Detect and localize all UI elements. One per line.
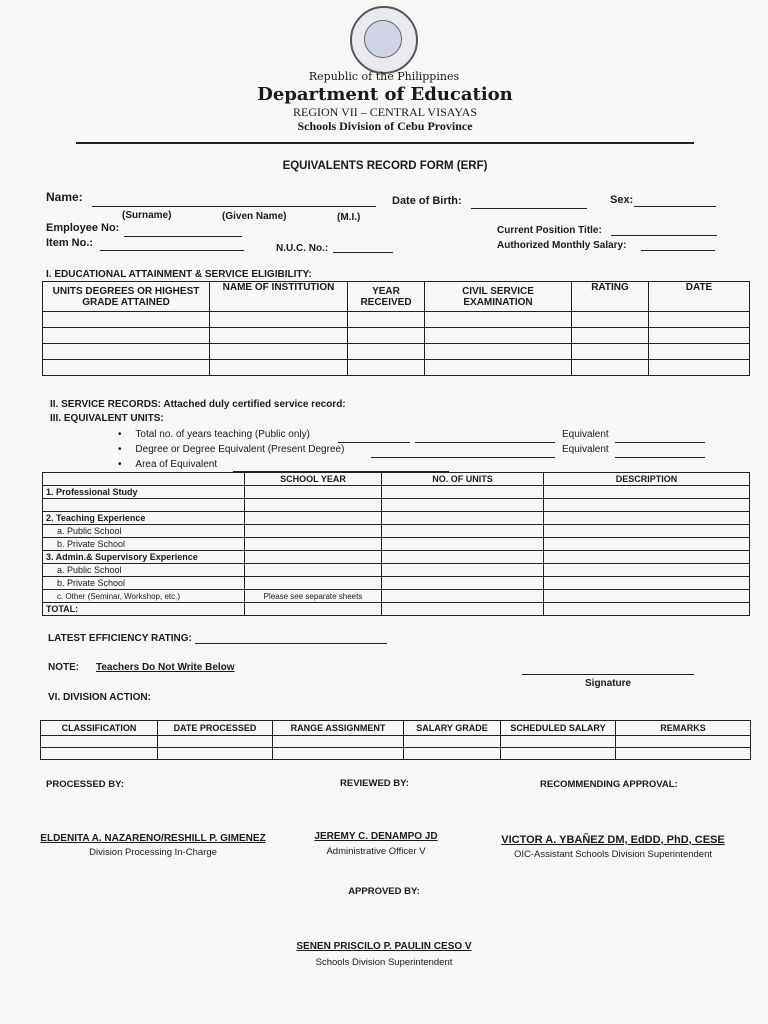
col-salary-grade: SALARY GRADE xyxy=(404,721,501,736)
table-row xyxy=(43,360,750,376)
col-year: YEAR RECEIVED xyxy=(348,282,425,312)
approver-role: Schools Division Superintendent xyxy=(315,957,453,968)
col-description: DESCRIPTION xyxy=(544,473,750,486)
processor-name: ELDENITA A. NAZARENO/RESHILL P. GIMENEZ xyxy=(40,833,266,844)
education-table xyxy=(42,281,750,376)
row-label: b. Private School xyxy=(43,577,245,590)
section3-title: III. EQUIVALENT UNITS: xyxy=(50,413,164,424)
table-row xyxy=(41,736,751,748)
equivalent-2-line[interactable] xyxy=(615,447,705,458)
employee-no-label: Employee No: xyxy=(46,222,120,234)
col-scheduled-salary: SCHEDULED SALARY xyxy=(501,721,616,736)
dob-line[interactable] xyxy=(471,198,587,209)
approver-name: SENEN PRISCILO P. PAULIN CESO V xyxy=(296,941,472,952)
table-row xyxy=(43,590,750,603)
signature-line[interactable] xyxy=(522,664,694,675)
col-remarks: REMARKS xyxy=(616,721,751,736)
table-row xyxy=(43,551,750,564)
row-label: 2. Teaching Experience xyxy=(43,512,245,525)
separate-sheets-note: Please see separate sheets xyxy=(245,590,382,603)
salary-label: Authorized Monthly Salary: xyxy=(497,240,627,251)
col-classification: CLASSIFICATION xyxy=(41,721,158,736)
table-row xyxy=(43,577,750,590)
col-units: UNITS DEGREES OR HIGHEST GRADE ATTAINED xyxy=(43,282,210,312)
col-no-units: NO. OF UNITS xyxy=(382,473,544,486)
division-line: Schools Division of Cebu Province xyxy=(297,119,473,133)
region-line: REGION VII – CENTRAL VISAYAS xyxy=(292,105,477,119)
item-no-label: Item No.: xyxy=(46,237,94,249)
table-row xyxy=(43,344,750,360)
efficiency-line[interactable] xyxy=(195,633,387,644)
approved-by-label: APPROVED BY: xyxy=(348,886,420,897)
col-date-processed: DATE PROCESSED xyxy=(158,721,273,736)
deped-seal xyxy=(350,6,418,74)
col-institution: NAME OF INSTITUTION xyxy=(210,282,348,312)
sex-label: Sex: xyxy=(610,194,634,206)
row-label: a. Public School xyxy=(43,564,245,577)
reviewer-name: JEREMY C. DENAMPO JD xyxy=(314,831,438,842)
processor-role: Division Processing In-Charge xyxy=(89,847,217,858)
sex-line[interactable] xyxy=(634,196,716,207)
dob-label: Date of Birth: xyxy=(392,195,462,207)
name-label: Name: xyxy=(46,190,83,204)
signature-label: Signature xyxy=(585,678,632,689)
table-row xyxy=(43,538,750,551)
table-row xyxy=(43,312,750,328)
section1-title: I. EDUCATIONAL ATTAINMENT & SERVICE ELIGIBILITY: xyxy=(46,269,312,280)
efficiency-label: LATEST EFFICIENCY RATING: xyxy=(48,633,192,644)
note-text: Teachers Do Not Write Below xyxy=(96,662,235,673)
bullet-3-line[interactable] xyxy=(233,461,449,472)
col-range: RANGE ASSIGNMENT xyxy=(273,721,404,736)
row-label: c. Other (Seminar, Workshop, etc.) xyxy=(43,590,245,603)
row-label: TOTAL: xyxy=(43,603,245,616)
table-row xyxy=(43,525,750,538)
equivalent-2-label: Equivalent xyxy=(562,444,609,455)
table-row xyxy=(43,603,750,616)
position-label: Current Position Title: xyxy=(497,225,602,236)
table-row xyxy=(43,486,750,499)
surname-caption: (Surname) xyxy=(122,210,172,221)
processed-by-label: PROCESSED BY: xyxy=(46,779,124,790)
row-label xyxy=(43,499,245,512)
table-row xyxy=(41,748,751,760)
department-title: Department of Education xyxy=(257,84,513,105)
row-label: 1. Professional Study xyxy=(43,486,245,499)
recommending-label: RECOMMENDING APPROVAL: xyxy=(540,779,678,790)
table-row xyxy=(43,564,750,577)
recommender-name: VICTOR A. YBAÑEZ DM, EdDD, PhD, CESE xyxy=(501,834,725,846)
bullet-1-line-b[interactable] xyxy=(415,432,555,443)
equivalent-units-table xyxy=(42,472,750,616)
header-rule xyxy=(76,142,694,144)
equivalent-1-line[interactable] xyxy=(615,432,705,443)
item-no-line[interactable] xyxy=(100,240,244,251)
given-name-caption: (Given Name) xyxy=(222,211,287,222)
position-line[interactable] xyxy=(611,225,717,236)
division-action-table xyxy=(40,720,751,760)
bullet-1: • Total no. of years teaching (Public only) xyxy=(118,429,310,440)
bullet-3-text: Area of Equivalent xyxy=(135,459,218,470)
row-label: 3. Admin.& Supervisory Experience xyxy=(43,551,245,564)
col-school-year: SCHOOL YEAR xyxy=(245,473,382,486)
section2-title: II. SERVICE RECORDS: Attached duly certified service record: xyxy=(50,399,346,410)
bullet-2-line[interactable] xyxy=(371,447,555,458)
table-row xyxy=(43,328,750,344)
col-date: DATE xyxy=(649,282,750,312)
bullet-1-line-a[interactable] xyxy=(338,432,410,443)
col-rating: RATING xyxy=(572,282,649,312)
reviewer-role: Administrative Officer V xyxy=(326,846,426,857)
name-line[interactable] xyxy=(92,196,376,207)
salary-line[interactable] xyxy=(641,240,715,251)
nuc-no-label: N.U.C. No.: xyxy=(276,243,329,254)
bullet-1-text: Total no. of years teaching (Public only) xyxy=(135,429,310,440)
col-exam: CIVIL SERVICE EXAMINATION xyxy=(425,282,572,312)
nuc-no-line[interactable] xyxy=(333,242,393,253)
row-label: a. Public School xyxy=(43,525,245,538)
recommender-role: OIC-Assistant Schools Division Superintendent xyxy=(513,849,712,860)
equivalent-1-label: Equivalent xyxy=(562,429,609,440)
table-row xyxy=(43,512,750,525)
employee-no-line[interactable] xyxy=(124,226,242,237)
republic-line: Republic of the Philippines xyxy=(308,70,460,83)
mi-caption: (M.I.) xyxy=(337,212,361,223)
row-label: b. Private School xyxy=(43,538,245,551)
bullet-2-text: Degree or Degree Equivalent (Present Degree) xyxy=(135,444,345,455)
reviewed-by-label: REVIEWED BY: xyxy=(340,778,409,789)
bullet-2: • Degree or Degree Equivalent (Present Degree) xyxy=(118,444,345,455)
note-label: NOTE: xyxy=(48,662,80,673)
form-title: EQUIVALENTS RECORD FORM (ERF) xyxy=(282,160,488,172)
division-action-title: VI. DIVISION ACTION: xyxy=(48,692,151,703)
table-row xyxy=(43,499,750,512)
bullet-3: • Area of Equivalent xyxy=(118,459,218,470)
